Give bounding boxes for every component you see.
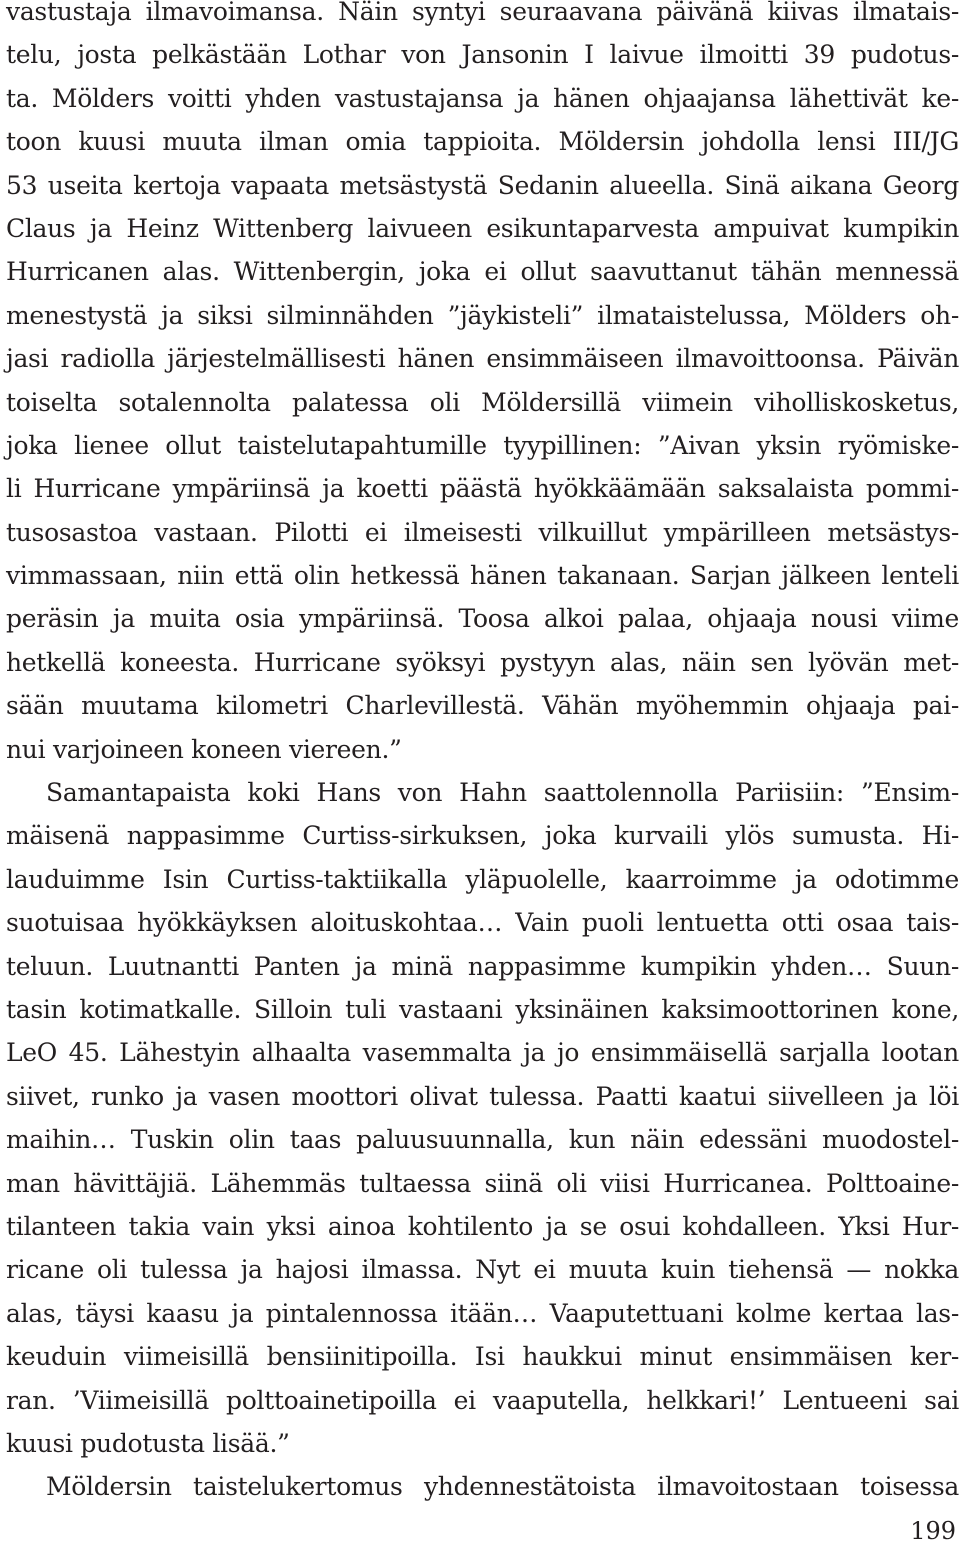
text-line: tilanteen takia vain yksi ainoa kohtilento ja se osui kohdalleen. Yksi Hur-: [6, 1211, 959, 1241]
text-line: keuduin viimeisillä bensiinitipoilla. Isi haukkui minut ensimmäisen ker-: [6, 1342, 959, 1372]
text-line: siivet, runko ja vasen moottori olivat tulessa. Paatti kaatui siivelleen ja löi: [6, 1081, 959, 1111]
text-line: mäisenä nappasimme Curtiss-sirkuksen, joka kurvaili ylös sumusta. Hi-: [6, 821, 959, 851]
text-line: peräsin ja muita osia ympäriinsä. Toosa alkoi palaa, ohjaaja nousi viime: [6, 604, 959, 634]
text-line: lauduimme Isin Curtiss-taktiikalla yläpuolelle, kaarroimme ja odotimme: [6, 864, 959, 894]
text-line: alas, täysi kaasu ja pintalennossa itään… Vaaputettuani kolme kertaa las-: [6, 1298, 959, 1328]
text-line: Samantapaista koki Hans von Hahn saattolennolla Pariisiin: ”Ensim-: [46, 778, 959, 808]
text-line: toon kuusi muuta ilman omia tappioita. Möldersin johdolla lensi III/JG: [6, 127, 959, 157]
text-line: telu, josta pelkästään Lothar von Jansonin I laivue ilmoitti 39 pudotus-: [6, 40, 959, 70]
body-text: [6, 0, 959, 1509]
text-line: 53 useita kertoja vapaata metsästystä Sedanin alueella. Sinä aikana Georg: [6, 170, 959, 200]
text-line: Claus ja Heinz Wittenberg laivueen esikuntaparvesta ampuivat kumpikin: [6, 213, 959, 243]
text-line: jasi radiolla järjestelmällisesti hänen ensimmäiseen ilmavoittoonsa. Päivän: [6, 344, 959, 374]
text-line: man hävittäjiä. Lähemmäs tultaessa siinä oli viisi Hurricanea. Polttoaine-: [6, 1168, 959, 1198]
text-line: Hurricanen alas. Wittenbergin, joka ei ollut saavuttanut tähän mennessä: [6, 257, 959, 287]
text-line: LeO 45. Lähestyin alhaalta vasemmalta ja jo ensimmäisellä sarjalla lootan: [6, 1038, 959, 1068]
text-line: kuusi pudotusta lisää.”: [6, 1428, 290, 1458]
text-line: hetkellä koneesta. Hurricane syöksyi pystyyn alas, näin sen lyövän met-: [6, 647, 959, 677]
text-line: vastustaja ilmavoimansa. Näin syntyi seuraavana päivänä kiivas ilmatais-: [6, 0, 959, 26]
text-line: ta. Mölders voitti yhden vastustajansa ja hänen ohjaajansa lähettivät ke-: [6, 83, 959, 113]
text-line: joka lienee ollut taistelutapahtumille tyypillinen: ”Aivan yksin ryömiske-: [6, 430, 959, 460]
text-line: vimmassaan, niin että olin hetkessä hänen takanaan. Sarjan jälkeen lenteli: [6, 561, 959, 591]
text-line: Möldersin taistelukertomus yhdennestätoista ilmavoitostaan toisessa: [46, 1472, 959, 1502]
text-line: tasin kotimatkalle. Silloin tuli vastaani yksinäinen kaksimoottorinen kone,: [6, 994, 959, 1024]
text-line: li Hurricane ympäriinsä ja koetti päästä hyökkäämään saksalaista pommi-: [6, 474, 959, 504]
text-line: sään muutama kilometri Charlevillestä. Vähän myöhemmin ohjaaja pai-: [6, 691, 959, 721]
text-line: teluun. Luutnantti Panten ja minä nappasimme kumpikin yhden… Suun-: [6, 951, 959, 981]
text-line: tusosastoa vastaan. Pilotti ei ilmeisesti vilkuillut ympärilleen metsästys-: [6, 517, 959, 547]
text-line: maihin… Tuskin olin taas paluusuunnalla, kun näin edessäni muodostel-: [6, 1125, 959, 1155]
text-line: toiselta sotalennolta palatessa oli Möldersillä viimein viholliskosketus,: [6, 387, 959, 417]
text-line: suotuisaa hyökkäyksen aloituskohtaa… Vain puoli lentuetta otti osaa tais-: [6, 908, 959, 938]
text-line: ricane oli tulessa ja hajosi ilmassa. Nyt ei muuta kuin tiehensä — nokka: [6, 1255, 959, 1285]
text-line: ran. ’Viimeisillä polttoainetipoilla ei vaaputella, helkkari!’ Lentueeni sai: [6, 1385, 959, 1415]
page-number: 199: [910, 1517, 956, 1545]
text-line: menestystä ja siksi silminnähden ”jäykisteli” ilmataistelussa, Mölders oh-: [6, 300, 959, 330]
text-line: nui varjoineen koneen viereen.”: [6, 734, 402, 764]
